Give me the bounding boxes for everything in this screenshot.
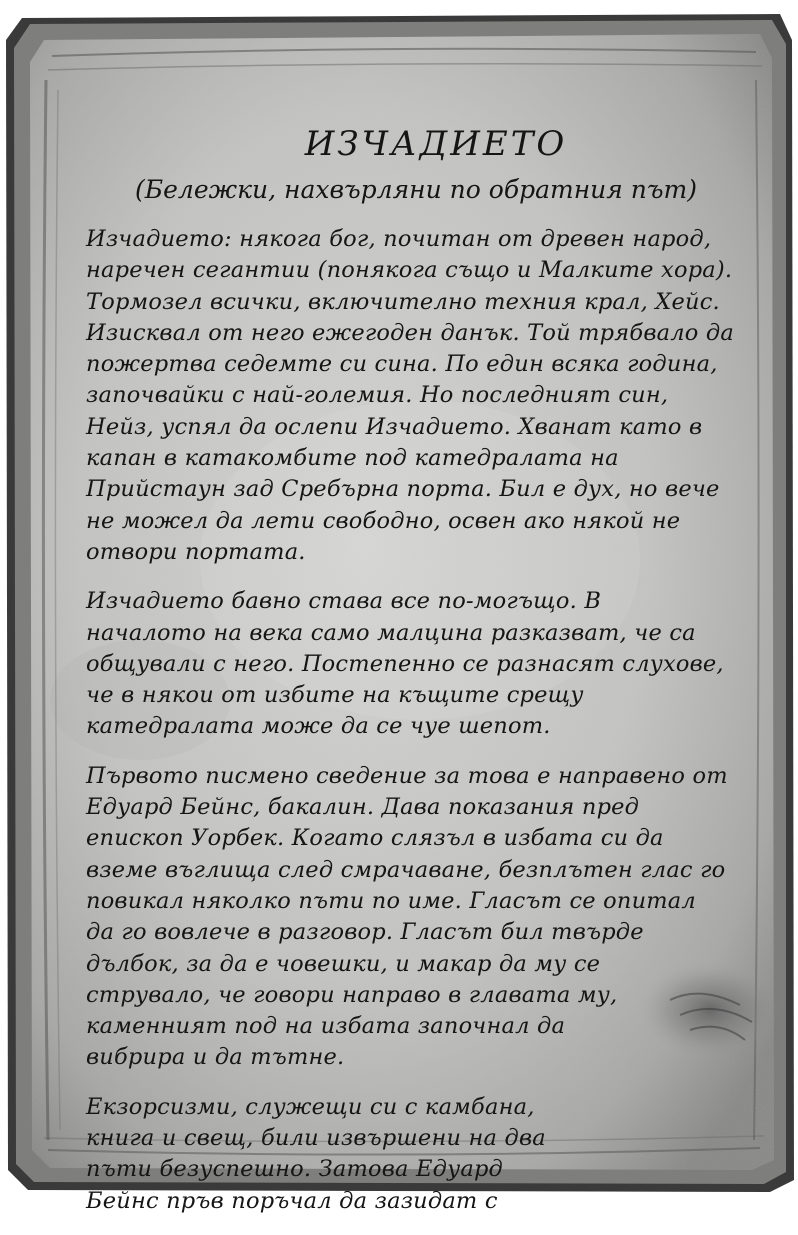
text-line: книга и свещ, били извършени на два <box>86 1125 546 1152</box>
text-line: началото на века само малцина разказват, че са <box>86 619 696 646</box>
text-line: струвало, че говори направо в главата му, <box>86 981 618 1008</box>
text-line: Първото писмено сведение за това е направено от <box>86 762 728 789</box>
text-line: епископ Уорбек. Когато слязъл в избата си да <box>86 825 664 852</box>
text-line: катедралата може да се чуе шепот. <box>86 713 551 740</box>
text-line: Тормозел всички, включително техния крал, Хейс. <box>86 288 720 315</box>
page-subtitle: (Бележки, нахвърляни по обратния път) <box>135 175 697 204</box>
paragraphs <box>86 224 746 1217</box>
paragraph <box>86 1092 746 1217</box>
text-line: Екзорсизми, служещи си с камбана, <box>86 1093 535 1120</box>
text-line: пъти безуспешно. Затова Едуард <box>86 1156 504 1183</box>
paragraph <box>86 224 746 568</box>
text-line: Бейнс пръв поръчал да зазидат с <box>86 1187 498 1214</box>
text-line: вибрира и да тътне. <box>86 1044 345 1071</box>
text-line: повикал няколко пъти по име. Гласът се опитал <box>86 887 696 914</box>
text-line: Прийстаун зад Сребърна порта. Бил е дух, но вече <box>86 476 720 503</box>
text-line: каменният под на избата започнал да <box>86 1013 566 1040</box>
paragraph <box>86 586 746 742</box>
text-line: капан в катакомбите под катедралата на <box>86 445 619 472</box>
text-line: Нейз, успял да ослепи Изчадието. Хванат като в <box>86 413 703 440</box>
text-line: общували с него. Постепенно се разнасят слухове, <box>86 650 724 677</box>
text-line: започвайки с най-големия. Но последният син, <box>86 382 669 409</box>
text-line: Изчадието: някога бог, почитан от древен народ, <box>86 226 712 252</box>
text-line: не можел да лети свободно, освен ако някой не <box>86 507 681 534</box>
page-title: ИЗЧАДИЕТО <box>304 124 568 164</box>
text-line: дълбок, за да е човешки, и макар да му се <box>86 950 601 977</box>
paragraph <box>86 761 746 1074</box>
text-line: вземе въглища след смрачаване, безплътен глас го <box>86 856 726 883</box>
text-line: Изисквал от него ежегоден данък. Той трябвало да <box>86 319 734 346</box>
text-line: отвори портата. <box>86 538 306 565</box>
text-line: Изчадието бавно става все по-могъщо. В <box>86 588 602 615</box>
text-line: Едуард Бейнс, бакалин. Дава показания пред <box>86 794 640 821</box>
journal-text <box>86 118 746 1235</box>
text-line: да го вовлече в разговор. Гласът бил твърде <box>86 919 644 946</box>
text-line: че в някои от избите на къщите срещу <box>86 682 584 709</box>
text-line: пожертва седемте си сина. По един всяка година, <box>86 351 718 378</box>
text-line: наречен сегантии (понякога също и Малките хора). <box>86 257 733 284</box>
